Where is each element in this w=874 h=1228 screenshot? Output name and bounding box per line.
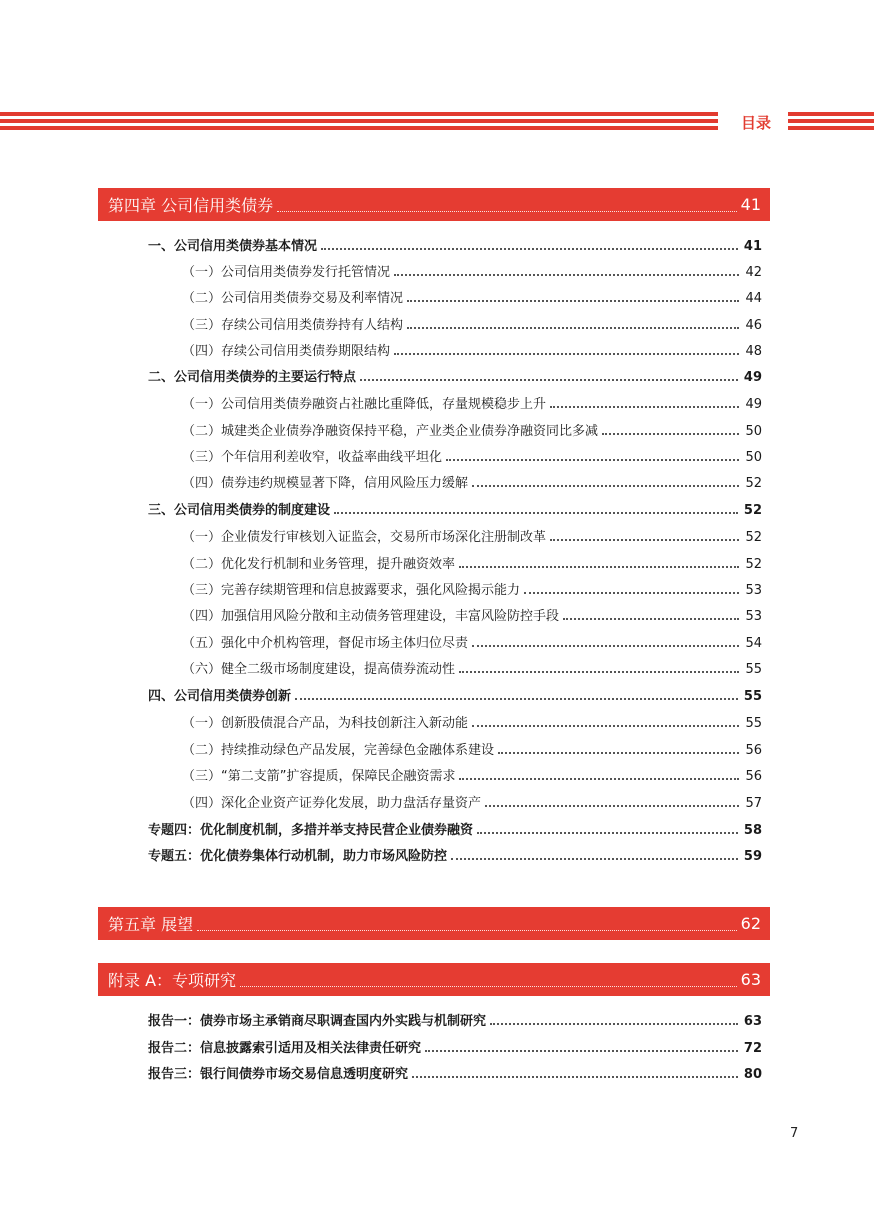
toc-entry[interactable]	[182, 447, 762, 465]
chapter-page: 63	[740, 970, 761, 989]
toc-entry-page: 58	[743, 823, 762, 838]
toc-entry-text: （四）债券违约规模显著下降，信用风险压力缓解	[182, 476, 469, 491]
toc-entry-page: 54	[745, 636, 762, 651]
header-rule-left	[0, 112, 718, 134]
toc-entry-text: （三）完善存续期管理和信息披露要求，强化风险揭示能力	[182, 583, 521, 598]
toc-entry[interactable]	[148, 236, 762, 254]
toc-entry-page: 55	[745, 716, 762, 731]
toc-entry-text: （四）存续公司信用类债券期限结构	[182, 344, 391, 359]
toc-entry[interactable]	[148, 820, 762, 838]
toc-entry-page: 55	[743, 689, 762, 704]
toc-entry-page: 48	[745, 344, 762, 359]
toc-entry[interactable]	[182, 288, 762, 306]
header-rule-right	[788, 112, 874, 134]
toc-entry[interactable]	[148, 1038, 762, 1056]
toc-entry-page: 46	[745, 318, 762, 333]
chapter-leader	[240, 985, 737, 987]
chapter-bar-appendix-a[interactable]	[98, 963, 770, 996]
toc-entry-text: （一）创新股债混合产品，为科技创新注入新动能	[182, 716, 469, 731]
toc-entry-text: 专题五：优化债券集体行动机制，助力市场风险防控	[148, 849, 448, 864]
toc-entry[interactable]	[148, 1011, 762, 1029]
chapter-bar-5[interactable]	[98, 907, 770, 940]
header-title: 目录	[740, 114, 771, 132]
toc-entry-text: （一）公司信用类债券融资占社融比重降低，存量规模稳步上升	[182, 397, 547, 412]
toc-entry[interactable]	[182, 394, 762, 412]
toc-entry[interactable]	[182, 766, 762, 784]
toc-entry-text: （二）持续推动绿色产品发展，完善绿色金融体系建设	[182, 743, 495, 758]
toc-entry[interactable]	[182, 580, 762, 598]
toc-entry-page: 56	[745, 743, 762, 758]
toc-entry-page: 52	[743, 503, 762, 518]
toc-entry-page: 80	[743, 1067, 762, 1082]
toc-entry-text: （六）健全二级市场制度建设，提高债券流动性	[182, 662, 456, 677]
toc-entry[interactable]	[182, 713, 762, 731]
toc-entry[interactable]	[182, 740, 762, 758]
toc-entry-page: 49	[743, 370, 762, 385]
toc-entry[interactable]	[182, 554, 762, 572]
toc-entry-text: （三）“第二支箭”扩容提质，保障民企融资需求	[182, 769, 456, 784]
chapter-page: 62	[740, 914, 761, 933]
toc-entry-text: （四）深化企业资产证券化发展，助力盘活存量资产	[182, 796, 482, 811]
toc-entry-text: 三、公司信用类债券的制度建设	[148, 503, 331, 518]
chapter-leader	[197, 929, 737, 931]
toc-entry[interactable]	[182, 341, 762, 359]
toc-entry-text: （二）优化发行机制和业务管理，提升融资效率	[182, 557, 456, 572]
toc-entry-page: 55	[745, 662, 762, 677]
toc-entry-page: 63	[743, 1014, 762, 1029]
toc-entry[interactable]	[148, 1064, 762, 1082]
toc-entry-text: （二）公司信用类债券交易及利率情况	[182, 291, 404, 306]
toc-entry-text: （一）企业债发行审核划入证监会，交易所市场深化注册制改革	[182, 530, 547, 545]
chapter-title: 第四章 公司信用类债券	[108, 196, 274, 215]
toc-entry-text: 专题四：优化制度机制，多措并举支持民营企业债券融资	[148, 823, 474, 838]
toc-entry-page: 52	[745, 476, 762, 491]
toc-entry-page: 56	[745, 769, 762, 784]
toc-entry-text: （四）加强信用风险分散和主动债务管理建设，丰富风险防控手段	[182, 609, 560, 624]
toc-entry-page: 42	[745, 265, 762, 280]
chapter-leader	[277, 210, 737, 212]
toc-entry[interactable]	[182, 659, 762, 677]
toc-entry[interactable]	[182, 527, 762, 545]
toc-entry-text: 一、公司信用类债券基本情况	[148, 239, 318, 254]
chapter-title: 附录 A：专项研究	[108, 971, 237, 990]
toc-entry[interactable]	[148, 500, 762, 518]
toc-entry[interactable]	[182, 315, 762, 333]
toc-entry-page: 41	[743, 239, 762, 254]
toc-entry[interactable]	[148, 846, 762, 864]
toc-entry-text: （三）个年信用利差收窄，收益率曲线平坦化	[182, 450, 443, 465]
toc-entry[interactable]	[182, 262, 762, 280]
toc-entry-text: （三）存续公司信用类债券持有人结构	[182, 318, 404, 333]
toc-entry-text: 报告一：债券市场主承销商尽职调查国内外实践与机制研究	[148, 1014, 487, 1029]
toc-entry-text: 四、公司信用类债券创新	[148, 689, 292, 704]
page-number: 7	[790, 1126, 799, 1141]
toc-entry-page: 72	[743, 1041, 762, 1056]
toc-entry-text: 报告二：信息披露索引适用及相关法律责任研究	[148, 1041, 422, 1056]
toc-entry[interactable]	[148, 686, 762, 704]
toc-entry-page: 49	[745, 397, 762, 412]
toc-entry-text: 报告三：银行间债券市场交易信息透明度研究	[148, 1067, 409, 1082]
toc-entry-page: 44	[745, 291, 762, 306]
toc-entry-text: （五）强化中介机构管理，督促市场主体归位尽责	[182, 636, 469, 651]
toc-entry-text: 二、公司信用类债券的主要运行特点	[148, 370, 357, 385]
toc-entry[interactable]	[148, 367, 762, 385]
chapter-title: 第五章 展望	[108, 915, 194, 934]
toc-entry-text: （一）公司信用类债券发行托管情况	[182, 265, 391, 280]
toc-entry-text: （二）城建类企业债券净融资保持平稳，产业类企业债券净融资同比多减	[182, 424, 599, 439]
toc-entry-page: 50	[745, 424, 762, 439]
toc-entry[interactable]	[182, 473, 762, 491]
toc-entry-page: 53	[745, 609, 762, 624]
toc-entry-page: 52	[745, 557, 762, 572]
toc-entry[interactable]	[182, 793, 762, 811]
chapter-bar-4[interactable]	[98, 188, 770, 221]
toc-entry[interactable]	[182, 606, 762, 624]
toc-entry-page: 50	[745, 450, 762, 465]
toc-entry-page: 53	[745, 583, 762, 598]
toc-entry[interactable]	[182, 633, 762, 651]
chapter-page: 41	[740, 195, 761, 214]
toc-entry[interactable]	[182, 421, 762, 439]
toc-entry-page: 57	[745, 796, 762, 811]
toc-entry-page: 59	[743, 849, 762, 864]
toc-entry-page: 52	[745, 530, 762, 545]
